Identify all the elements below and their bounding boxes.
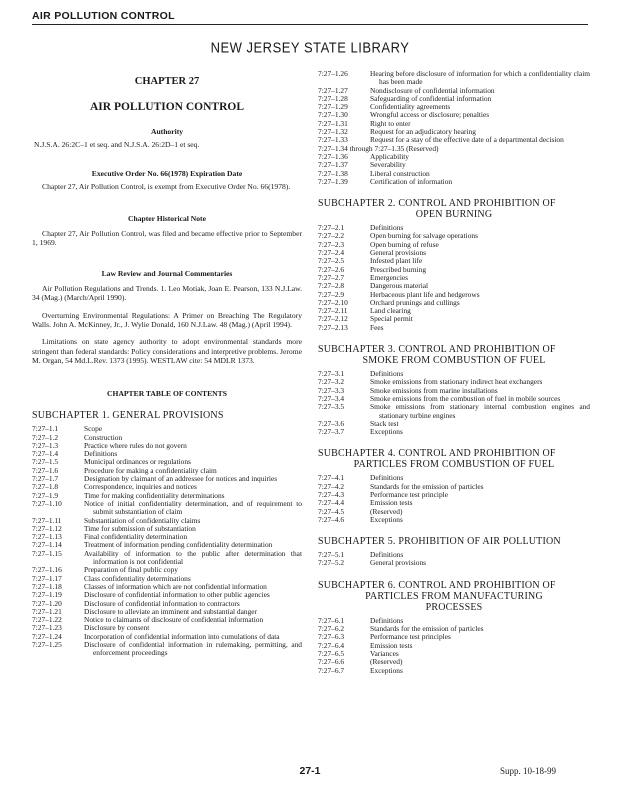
toc-entry — [318, 667, 590, 675]
section-title: Designation by claimant of an addressee for notices and inquiries — [84, 474, 278, 484]
section-number: 7:27–2.2 — [318, 231, 345, 241]
section-title: Applicability — [370, 151, 409, 161]
section-title: Procedure for making a confidentiality claim — [84, 465, 217, 475]
section-title: Nondisclosure of confidential information — [370, 85, 495, 95]
section-number: 7:27–4.5 — [318, 506, 345, 516]
subchapter-1-list — [32, 425, 302, 657]
section-title: Notice of initial confidentiality determination, and of requirement to submit substantiation of claim — [84, 498, 302, 517]
toc-entry — [318, 307, 590, 315]
section-number: 7:27–1.13 — [32, 532, 62, 542]
section-title: Open burning for salvage operations — [370, 231, 478, 241]
section-number: 7:27–1.23 — [32, 623, 62, 633]
section-number: 7:27–1.9 — [32, 490, 59, 500]
section-title: Treatment of information pending confidentiality determination — [84, 540, 273, 550]
section-title: Construction — [84, 432, 123, 442]
section-title: Severability — [370, 160, 406, 170]
section-title: Wrongful access or disclosure; penalties — [370, 110, 490, 120]
section-number: 7:27–1.3 — [32, 440, 59, 450]
toc-entry — [318, 145, 590, 153]
section-number: 7:27–1.11 — [32, 515, 62, 525]
section-title: Hearing before disclosure of information for which a confidentiality claim has been made — [370, 69, 590, 87]
subchapter-2-heading-line: SUBCHAPTER 2. CONTROL AND PROHIBITION OF — [318, 198, 556, 210]
section-title: Prescribed burning — [370, 264, 427, 274]
section-number: 7:27–1.12 — [32, 523, 62, 533]
section-title: Definitions — [84, 449, 118, 459]
supplement-date: Supp. 10-18-99 — [500, 766, 556, 776]
toc-entry — [318, 324, 590, 332]
section-title: Herbaceous plant life and hedgerows — [370, 289, 480, 299]
section-number: 7:27–2.7 — [318, 272, 345, 282]
toc-entry — [32, 641, 302, 658]
toc-entry — [318, 70, 590, 87]
section-title: Disclosure of confidential information to other public agencies — [84, 590, 270, 600]
section-number: 7:27–1.6 — [32, 465, 59, 475]
law-review-entry: Air Pollution Regulations and Trends. 1. Leo Motiak, Joan E. Pearson, 133 N.J.Law. 34 (Mag.) (March/April 1990). — [32, 284, 302, 303]
toc-entry — [318, 315, 590, 323]
section-title: Request for an adjudicatory hearing — [370, 127, 476, 137]
authority-text: N.J.S.A. 26:2C–1 et seq. and N.J.S.A. 26:2D–1 et seq. — [34, 140, 200, 149]
section-number: 7:27–6.3 — [318, 632, 345, 642]
section-title: Open burning of refuse — [370, 239, 439, 249]
subchapter-6-heading — [318, 580, 590, 613]
toc-entry — [318, 658, 590, 666]
subchapter-3-heading-line: SMOKE FROM COMBUSTION OF FUEL — [362, 355, 546, 367]
page-number: 27-1 — [299, 765, 321, 777]
toc-title: CHAPTER TABLE OF CONTENTS — [107, 389, 227, 399]
section-number: 7:27–6.5 — [318, 648, 345, 658]
section-number: 7:27–4.3 — [318, 489, 345, 499]
section-number: 7:27–1.32 — [318, 127, 348, 137]
subchapter-5-list — [318, 551, 590, 568]
subchapter-2-heading-line: OPEN BURNING — [415, 209, 493, 221]
section-title: Correspondence, inquiries and notices — [84, 482, 197, 492]
section-number: 7:27–6.2 — [318, 624, 345, 634]
section-title: Variances — [370, 648, 399, 658]
section-number: 7:27–1.17 — [32, 573, 62, 583]
authority-heading: Authority — [150, 127, 184, 136]
toc-entry — [32, 616, 302, 624]
section-number: 7:27–1.10 — [32, 498, 62, 508]
section-number: 7:27–2.11 — [318, 306, 348, 316]
header-rule — [32, 24, 588, 25]
section-number: 7:27–1.31 — [318, 118, 348, 128]
toc-entry — [318, 257, 590, 265]
section-number: 7:27–1.37 — [318, 160, 348, 170]
section-number: 7:27–1.28 — [318, 93, 348, 103]
chapter-title: AIR POLLUTION CONTROL — [90, 101, 244, 113]
section-title: Definitions — [370, 615, 404, 625]
toc-entry — [318, 559, 590, 567]
section-number: 7:27–1.22 — [32, 615, 62, 625]
section-number: 7:27–1.26 — [318, 69, 348, 78]
executive-order-text: Chapter 27, Air Pollution Control, is exempt from Executive Order No. 66(1978). — [42, 182, 291, 192]
toc-entry — [318, 642, 590, 650]
chapter-number: CHAPTER 27 — [134, 76, 200, 87]
section-number: 7:27–4.2 — [318, 481, 345, 491]
law-review-heading: Law Review and Journal Commentaries — [101, 269, 233, 279]
section-title: Definitions — [370, 550, 404, 560]
section-title: Classes of information which are not confidential information — [84, 581, 267, 591]
section-number: 7:27–2.6 — [318, 264, 345, 274]
section-title: Right to enter — [370, 118, 411, 128]
section-number: 7:27–6.7 — [318, 665, 345, 675]
section-title: Smoke emissions from stationary indirect heat exchangers — [370, 377, 543, 387]
section-title: Time for submission of substantiation — [84, 523, 196, 533]
section-title: Disclosure by consent — [84, 623, 150, 633]
section-number: 7:27–4.1 — [318, 473, 345, 483]
section-title: Dangerous material — [370, 281, 429, 291]
section-number: 7:27–1.7 — [32, 474, 59, 484]
toc-entry — [318, 232, 590, 240]
section-number: 7:27–3.4 — [318, 393, 345, 403]
section-number: 7:27–1.4 — [32, 449, 59, 459]
section-title: (Reserved) — [370, 657, 403, 667]
section-title: Land clearing — [370, 306, 411, 316]
section-title: Emission tests — [370, 498, 413, 508]
section-title: Infested plant life — [370, 256, 423, 266]
section-title: Smoke emissions from the combustion of fuel in mobile sources — [370, 393, 561, 403]
section-title: Incorporation of confidential information into cumulations of data — [84, 631, 280, 641]
section-title: 7:27–1.34 through 7:27–1.35 (Reserved) — [318, 143, 439, 153]
section-number: 7:27–4.6 — [318, 514, 345, 524]
section-number: 7:27–2.13 — [318, 322, 348, 332]
section-title: Standards for the emission of particles — [370, 481, 484, 491]
section-title: Performance test principle — [370, 489, 448, 499]
subchapter-3-heading-line: SUBCHAPTER 3. CONTROL AND PROHIBITION OF — [318, 344, 556, 356]
section-number: 7:27–1.21 — [32, 606, 62, 616]
toc-entry — [318, 499, 590, 507]
section-title: Exceptions — [370, 427, 403, 437]
section-number: 7:27–1.24 — [32, 631, 62, 641]
section-title: Availability of information to the public after determination that information is not confidential — [84, 548, 302, 567]
section-title: Exceptions — [370, 665, 403, 675]
subchapter-4-heading-line: SUBCHAPTER 4. CONTROL AND PROHIBITION OF — [318, 448, 556, 460]
section-title: Definitions — [370, 223, 404, 233]
subchapter-4-heading-line: PARTICLES FROM COMBUSTION OF FUEL — [353, 459, 555, 471]
section-title: Emergencies — [370, 272, 409, 282]
section-number: 7:27–2.12 — [318, 314, 348, 324]
section-number: 7:27–4.4 — [318, 498, 345, 508]
section-number: 7:27–1.36 — [318, 151, 348, 161]
toc-entry — [32, 442, 302, 450]
section-number: 7:27–1.8 — [32, 482, 59, 492]
section-number: 7:27–2.10 — [318, 297, 348, 307]
toc-entry — [318, 633, 590, 641]
toc-entry — [318, 241, 590, 249]
section-number: 7:27–2.3 — [318, 239, 345, 249]
section-number: 7:27–1.5 — [32, 457, 59, 467]
section-title: Liberal construction — [370, 168, 430, 178]
toc-entry — [318, 274, 590, 282]
subchapter-2-list — [318, 224, 590, 332]
section-number: 7:27–1.2 — [32, 432, 59, 442]
section-number: 7:27–3.6 — [318, 418, 345, 428]
section-title: Request for a stay of the effective date of a departmental decision — [370, 135, 564, 145]
section-title: Fees — [370, 322, 384, 332]
subchapter-3-list — [318, 370, 590, 436]
toc-entry — [32, 500, 302, 517]
executive-order-heading: Executive Order No. 66(1978) Expiration Date — [91, 169, 243, 179]
subchapter-1-continued-list — [318, 70, 590, 186]
toc-entry — [318, 266, 590, 274]
section-title: (Reserved) — [370, 506, 403, 516]
section-title: Orchard prunings and cullings — [370, 297, 460, 307]
section-number: 7:27–1.14 — [32, 540, 62, 550]
toc-entry — [32, 425, 302, 433]
section-number: 7:27–1.30 — [318, 110, 348, 120]
section-number: 7:27–1.19 — [32, 590, 62, 600]
section-number: 7:27–2.1 — [318, 223, 345, 233]
section-number: 7:27–6.1 — [318, 615, 345, 625]
section-title: Standards for the emission of particles — [370, 624, 484, 634]
section-title: Smoke emissions from marine installations — [370, 385, 498, 395]
section-title: Class confidentiality determinations — [84, 573, 191, 583]
section-title: Certification of information — [370, 176, 453, 186]
section-number: 7:27–1.38 — [318, 168, 348, 178]
section-title: Practice where rules do not govern — [84, 440, 187, 450]
section-number: 7:27–2.9 — [318, 289, 345, 299]
toc-entry — [318, 249, 590, 257]
section-number: 7:27–5.1 — [318, 550, 345, 560]
toc-entry — [318, 650, 590, 658]
library-stamp: NEW JERSEY STATE LIBRARY — [210, 38, 410, 57]
section-number: 7:27–3.5 — [318, 402, 345, 412]
subchapter-6-heading-line: SUBCHAPTER 6. CONTROL AND PROHIBITION OF — [318, 579, 556, 591]
toc-entry — [318, 483, 590, 491]
section-title: Confidentiality agreements — [370, 102, 451, 112]
section-title: Definitions — [370, 369, 404, 379]
section-number: 7:27–5.2 — [318, 558, 345, 568]
historical-note-heading: Chapter Historical Note — [128, 213, 206, 223]
section-title: Exceptions — [370, 514, 403, 524]
section-title: Disclosure to alleviate an imminent and substantial danger — [84, 606, 258, 616]
toc-entry — [318, 153, 590, 161]
section-number: 7:27–1.33 — [318, 135, 348, 145]
historical-note-text: Chapter 27, Air Pollution Control, was filed and became effective prior to September 1, 1969. — [32, 228, 302, 247]
subchapter-1-heading: SUBCHAPTER 1. GENERAL PROVISIONS — [32, 410, 224, 422]
subchapter-2-heading — [318, 198, 590, 220]
section-title: Definitions — [370, 473, 404, 483]
subchapter-6-heading-line: PROCESSES — [425, 601, 483, 613]
section-number: 7:27–3.3 — [318, 385, 345, 395]
section-number: 7:27–2.5 — [318, 256, 345, 266]
section-title: General provisions — [370, 558, 427, 568]
toc-entry — [32, 550, 302, 567]
subchapter-4-list — [318, 474, 590, 524]
left-column — [32, 70, 302, 658]
subchapter-6-heading-line: PARTICLES FROM MANUFACTURING — [365, 590, 543, 602]
toc-entry — [318, 551, 590, 559]
section-title: Notice to claimants of disclosure of confidential information — [84, 615, 264, 625]
subchapter-4-heading — [318, 448, 590, 470]
section-number: 7:27–1.39 — [318, 176, 348, 186]
section-number: 7:27–1.16 — [32, 565, 62, 575]
toc-entry — [318, 403, 590, 420]
running-head: AIR POLLUTION CONTROL — [32, 10, 175, 22]
section-title: Disclosure of confidential information to contractors — [84, 598, 240, 608]
law-review-entry: Overturning Environmental Regulations: A Primer on Breaching The Regulatory Walls. John A. McKinney, Jr., J. Wylie Donald, 160 N.J.Law. 48 (Mag.) (April 1994). — [32, 310, 302, 330]
section-title: Stack test — [370, 418, 399, 428]
section-title: Municipal ordinances or regulations — [84, 457, 191, 467]
section-title: Disclosure of confidential information in rulemaking, permitting, and enforcement proceedings — [84, 639, 302, 658]
section-title: Performance test principles — [370, 632, 451, 642]
section-number: 7:27–6.6 — [318, 657, 345, 667]
section-title: Special permit — [370, 314, 413, 324]
toc-entry — [318, 491, 590, 499]
section-number: 7:27–3.7 — [318, 427, 345, 437]
section-title: Smoke emissions from stationary internal combustion engines and stationary turbine engines — [370, 402, 590, 420]
toc-entry — [318, 111, 590, 119]
section-title: Final confidentiality determination — [84, 532, 188, 542]
section-number: 7:27–2.4 — [318, 248, 345, 258]
section-number: 7:27–2.8 — [318, 281, 345, 291]
toc-entry — [318, 508, 590, 516]
toc-entry — [318, 161, 590, 169]
subchapter-3-heading — [318, 344, 590, 366]
section-number: 7:27–1.27 — [318, 85, 348, 95]
section-title: Time for making confidentiality determinations — [84, 490, 225, 500]
subchapter-5-heading: SUBCHAPTER 5. PROHIBITION OF AIR POLLUTION — [318, 536, 561, 548]
section-title: Emission tests — [370, 640, 413, 650]
section-title: Substantiation of confidentiality claims — [84, 515, 201, 525]
section-number: 7:27–1.29 — [318, 102, 348, 112]
toc-entry — [318, 170, 590, 178]
toc-entry — [318, 625, 590, 633]
section-number: 7:27–3.1 — [318, 369, 345, 379]
section-number: 7:27–1.18 — [32, 581, 62, 591]
section-title: General provisions — [370, 248, 427, 258]
section-number: 7:27–1.15 — [32, 548, 62, 558]
toc-entry — [318, 299, 590, 307]
toc-entry — [318, 95, 590, 103]
toc-entry — [318, 178, 590, 186]
section-number: 7:27–1.1 — [32, 424, 59, 434]
toc-entry — [318, 516, 590, 524]
section-number: 7:27–1.25 — [32, 639, 62, 649]
subchapter-6-list — [318, 617, 590, 675]
section-number: 7:27–6.4 — [318, 640, 345, 650]
section-title: Safeguarding of confidential information — [370, 93, 492, 103]
law-review-entry: Limitations on state agency authority to adopt environmental standards more stringent than federal standards: Policy considerations and interpretive problems. Jerome M. Organ, 54 Md.L.Rev. 1373 (1995). WESTLAW cite: 54 MDLR 1373. — [32, 337, 302, 365]
section-number: 7:27–1.20 — [32, 598, 62, 608]
toc-entry — [318, 428, 590, 436]
section-title: Preparation of final public copy — [84, 565, 178, 575]
section-number: 7:27–3.2 — [318, 377, 345, 387]
right-column — [318, 70, 590, 675]
section-title: Scope — [84, 424, 103, 434]
toc-entry — [318, 420, 590, 428]
